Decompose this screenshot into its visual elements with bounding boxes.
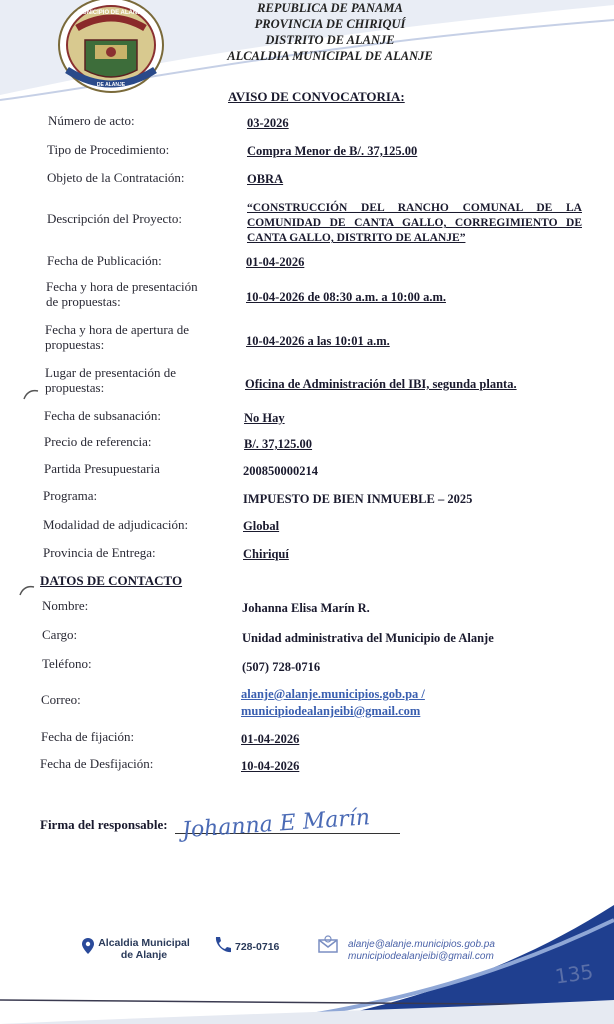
- signature-label: Firma del responsable:: [40, 817, 168, 832]
- label-fecha-presentacion: [46, 279, 198, 309]
- value-modalidad: Global: [243, 519, 280, 533]
- footer-email-line2: municipiodealanjeibi@gmail.com: [348, 951, 494, 962]
- punch-mark: [22, 387, 40, 401]
- value-provincia: Chiriquí: [243, 547, 289, 561]
- footer-phone: 728-0716: [235, 941, 280, 953]
- email-link-alanje[interactable]: alanje@alanje.municipios.gob.pa /: [241, 687, 425, 701]
- email-link-gmail[interactable]: municipiodealanjeibi@gmail.com: [241, 704, 421, 718]
- svg-text:Johanna E Marín: Johanna E Marín: [181, 805, 371, 844]
- value-telefono: (507) 728-0716: [242, 660, 321, 674]
- label-lugar-line2: propuestas:: [45, 380, 105, 395]
- value-fecha-presentacion: 10-04-2026 de 08:30 a.m. a 10:00 a.m.: [246, 290, 446, 304]
- location-pin-icon: [82, 938, 94, 954]
- value-subsanacion: No Hay: [244, 411, 285, 425]
- value-precio: B/. 37,125.00: [244, 437, 313, 451]
- label-fecha-apertura: [45, 322, 189, 352]
- label-fecha-apertura-line1: Fecha y hora de apertura de: [45, 322, 190, 337]
- footer-wave-decoration: [0, 905, 614, 1024]
- value-fecha-publicacion: 01-04-2026: [246, 255, 305, 269]
- label-objeto: Objeto de la Contratación:: [47, 170, 185, 185]
- handwritten-signature: [178, 790, 371, 850]
- footer-location-line2: de Alanje: [120, 949, 168, 961]
- email-icon: [318, 935, 338, 955]
- value-fijacion: 01-04-2026: [241, 732, 300, 746]
- value-desfijacion: 10-04-2026: [241, 759, 300, 773]
- label-partida: Partida Presupuestaria: [44, 461, 160, 476]
- value-fecha-apertura: 10-04-2026 a las 10:01 a.m.: [246, 334, 390, 348]
- label-provincia: Provincia de Entrega:: [43, 545, 156, 560]
- document-title: AVISO DE CONVOCATORIA:: [228, 89, 405, 104]
- label-correo: Correo:: [41, 692, 81, 707]
- label-descripcion: Descripción del Proyecto:: [47, 211, 183, 226]
- label-fecha-presentacion-line1: Fecha y hora de presentación: [46, 279, 198, 294]
- svg-text:MUNICIPIO DE ALANJE: MUNICIPIO DE ALANJE: [77, 10, 145, 16]
- letterhead-district: DISTRITO DE ALANJE: [265, 33, 395, 47]
- label-nombre: Nombre:: [42, 598, 89, 613]
- label-lugar-line1: Lugar de presentación de: [45, 365, 177, 380]
- label-fecha-publicacion: Fecha de Publicación:: [47, 253, 162, 268]
- svg-text:DE ALANJE: DE ALANJE: [96, 82, 126, 88]
- label-cargo: Cargo:: [42, 627, 78, 642]
- label-subsanacion: Fecha de subsanación:: [44, 408, 161, 423]
- value-lugar: Oficina de Administración del IBI, segunda planta.: [245, 377, 517, 391]
- footer-email: [348, 939, 495, 963]
- page-number-handwritten: 135: [553, 959, 595, 989]
- value-programa: IMPUESTO DE BIEN INMUEBLE – 2025: [243, 492, 473, 506]
- footer-location-line1: Alcaldia Municipal: [98, 937, 190, 949]
- label-tipo-procedimiento: Tipo de Procedimiento:: [47, 142, 170, 157]
- label-telefono: Teléfono:: [42, 656, 92, 671]
- municipal-seal-logo: [55, 0, 167, 95]
- value-cargo: Unidad administrativa del Municipio de Alanje: [242, 631, 494, 645]
- value-nombre: Johanna Elisa Marín R.: [242, 601, 370, 615]
- value-numero-acto: 03-2026: [247, 116, 289, 130]
- letterhead-country: REPUBLICA DE PANAMA: [257, 1, 403, 15]
- label-lugar: [45, 365, 176, 395]
- phone-icon: [212, 935, 232, 955]
- value-tipo-procedimiento: Compra Menor de B/. 37,125.00: [247, 144, 418, 158]
- label-modalidad: Modalidad de adjudicación:: [43, 517, 189, 532]
- footer-location: [94, 937, 194, 961]
- label-numero-acto: Número de acto:: [48, 113, 135, 128]
- label-fecha-presentacion-line2: de propuestas:: [46, 294, 121, 309]
- value-descripcion: “CONSTRUCCIÓN DEL RANCHO COMUNAL DE LA COMUNIDAD DE CANTA GALLO, CORREGIMIENTO DE CANTA GALLO, DISTRITO DE ALANJE”: [247, 202, 582, 244]
- label-fijacion: Fecha de fijación:: [41, 729, 135, 744]
- label-desfijacion: Fecha de Desfijación:: [40, 756, 154, 771]
- punch-mark: [18, 583, 36, 597]
- footer-email-line1: alanje@alanje.municipios.gob.pa: [348, 939, 495, 950]
- letterhead: [180, 0, 480, 64]
- label-programa: Programa:: [43, 488, 98, 503]
- letterhead-province: PROVINCIA DE CHIRIQUÍ: [254, 17, 406, 31]
- value-partida: 200850000214: [243, 464, 318, 478]
- contact-heading: DATOS DE CONTACTO: [40, 573, 183, 588]
- letterhead-municipality: ALCALDIA MUNICIPAL DE ALANJE: [227, 49, 433, 63]
- value-objeto: OBRA: [247, 172, 284, 186]
- label-precio: Precio de referencia:: [44, 434, 152, 449]
- label-fecha-apertura-line2: propuestas:: [45, 337, 105, 352]
